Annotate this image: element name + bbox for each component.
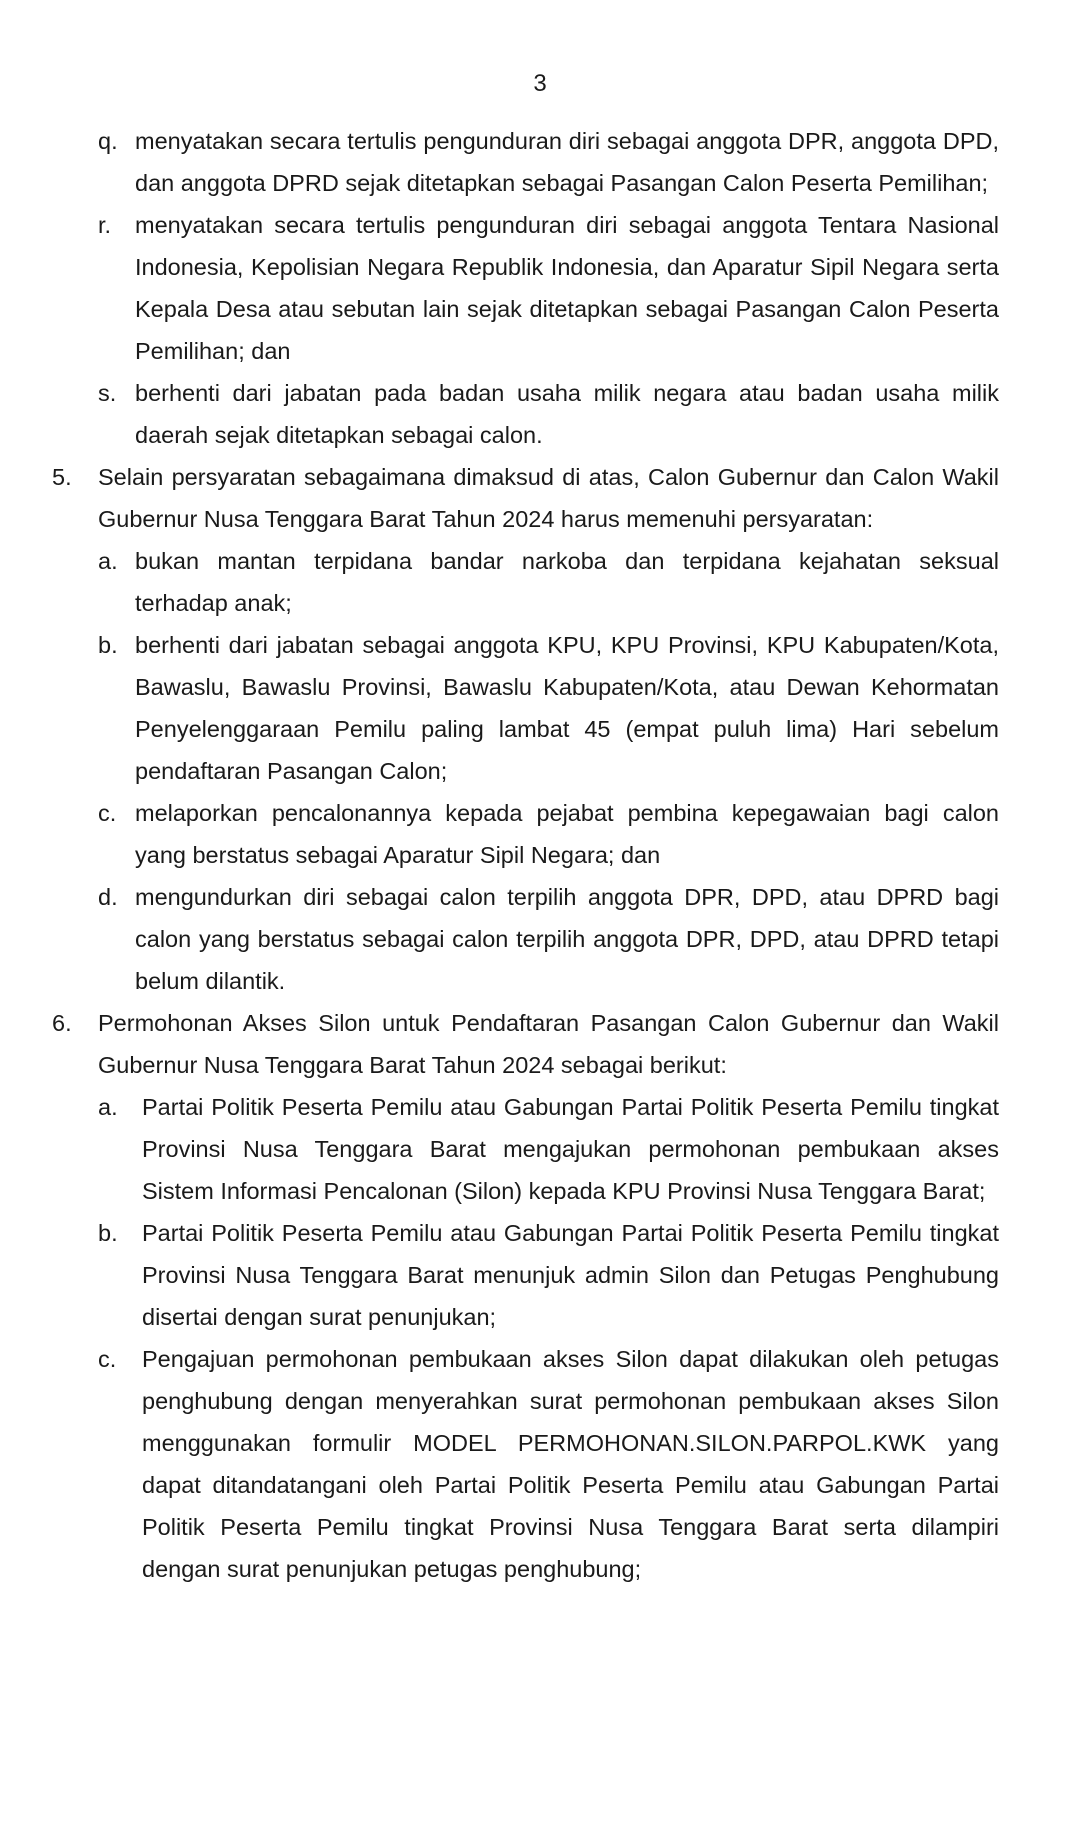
item-label: b. bbox=[98, 1220, 118, 1246]
item-label: q. bbox=[98, 128, 118, 154]
item-text: Pengajuan permohonan pembukaan akses Silon dapat dilakukan oleh petugas penghubung dengan menyerahkan surat permohonan pembukaan akses Silon menggunakan formulir MODEL PERMOHONAN.SILON.PARPOL.KWK yang dapat ditandatangani oleh Partai Politik Peserta Pemilu atau Gabungan Partai Politik Peserta Pemilu tingkat Provinsi Nusa Tenggara Barat serta dilampiri dengan surat penunjukan petugas penghubung; bbox=[142, 1346, 999, 1582]
item-text: bukan mantan terpidana bandar narkoba dan terpidana kejahatan seksual terhadap anak; bbox=[135, 548, 999, 616]
item-text: Partai Politik Peserta Pemilu atau Gabungan Partai Politik Peserta Pemilu tingkat Provinsi Nusa Tenggara Barat menunjuk admin Silon dan Petugas Penghubung disertai dengan surat penunjukan; bbox=[142, 1220, 999, 1330]
item-label: r. bbox=[98, 212, 112, 238]
item-text: Permohonan Akses Silon untuk Pendaftaran Pasangan Calon Gubernur dan Wakil Gubernur Nusa Tenggara Barat Tahun 2024 sebagai berikut: bbox=[98, 1010, 999, 1078]
item-label: a. bbox=[98, 1094, 118, 1120]
item-label: s. bbox=[98, 380, 117, 406]
document-body bbox=[0, 120, 1080, 1590]
list-item-q bbox=[0, 120, 1080, 204]
item-number: 6. bbox=[52, 1010, 72, 1036]
list-item-5a bbox=[0, 540, 1080, 624]
item-text: menyatakan secara tertulis pengunduran diri sebagai anggota Tentara Nasional Indonesia, Kepolisian Negara Republik Indonesia, dan Aparatur Sipil Negara serta Kepala Desa atau sebutan lain sejak ditetapkan sebagai Pasangan Calon Peserta Pemilihan; dan bbox=[135, 212, 999, 364]
list-item-5d bbox=[0, 876, 1080, 1002]
list-item-5c bbox=[0, 792, 1080, 876]
item-label: c. bbox=[98, 1346, 117, 1372]
item-text: berhenti dari jabatan pada badan usaha milik negara atau badan usaha milik daerah sejak ditetapkan sebagai calon. bbox=[135, 380, 999, 448]
numbered-item-6 bbox=[0, 1002, 1080, 1086]
page-number: 3 bbox=[533, 70, 547, 97]
item-text: mengundurkan diri sebagai calon terpilih anggota DPR, DPD, atau DPRD bagi calon yang berstatus sebagai calon terpilih anggota DPR, DPD, atau DPRD tetapi belum dilantik. bbox=[135, 884, 999, 994]
item-text: melaporkan pencalonannya kepada pejabat pembina kepegawaian bagi calon yang berstatus sebagai Aparatur Sipil Negara; dan bbox=[135, 800, 999, 868]
item-text: berhenti dari jabatan sebagai anggota KPU, KPU Provinsi, KPU Kabupaten/Kota, Bawaslu, Bawaslu Provinsi, Bawaslu Kabupaten/Kota, atau Dewan Kehormatan Penyelenggaraan Pemilu paling lambat 45 (empat puluh lima) Hari sebelum pendaftaran Pasangan Calon; bbox=[135, 632, 999, 784]
item-text: menyatakan secara tertulis pengunduran diri sebagai anggota DPR, anggota DPD, dan anggota DPRD sejak ditetapkan sebagai Pasangan Calon Peserta Pemilihan; bbox=[135, 128, 999, 196]
list-item-6a bbox=[0, 1086, 1080, 1212]
list-item-r bbox=[0, 204, 1080, 372]
list-item-6b bbox=[0, 1212, 1080, 1338]
list-item-5b bbox=[0, 624, 1080, 792]
item-number: 5. bbox=[52, 464, 72, 490]
item-text: Selain persyaratan sebagaimana dimaksud di atas, Calon Gubernur dan Calon Wakil Gubernur Nusa Tenggara Barat Tahun 2024 harus memenuhi persyaratan: bbox=[98, 464, 999, 532]
item-text: Partai Politik Peserta Pemilu atau Gabungan Partai Politik Peserta Pemilu tingkat Provinsi Nusa Tenggara Barat mengajukan permohonan pembukaan akses Sistem Informasi Pencalonan (Silon) kepada KPU Provinsi Nusa Tenggara Barat; bbox=[142, 1094, 999, 1204]
numbered-item-5 bbox=[0, 456, 1080, 540]
item-label: a. bbox=[98, 548, 118, 574]
list-item-s bbox=[0, 372, 1080, 456]
item-label: b. bbox=[98, 632, 118, 658]
list-item-6c bbox=[0, 1338, 1080, 1590]
item-label: c. bbox=[98, 800, 117, 826]
item-label: d. bbox=[98, 884, 118, 910]
